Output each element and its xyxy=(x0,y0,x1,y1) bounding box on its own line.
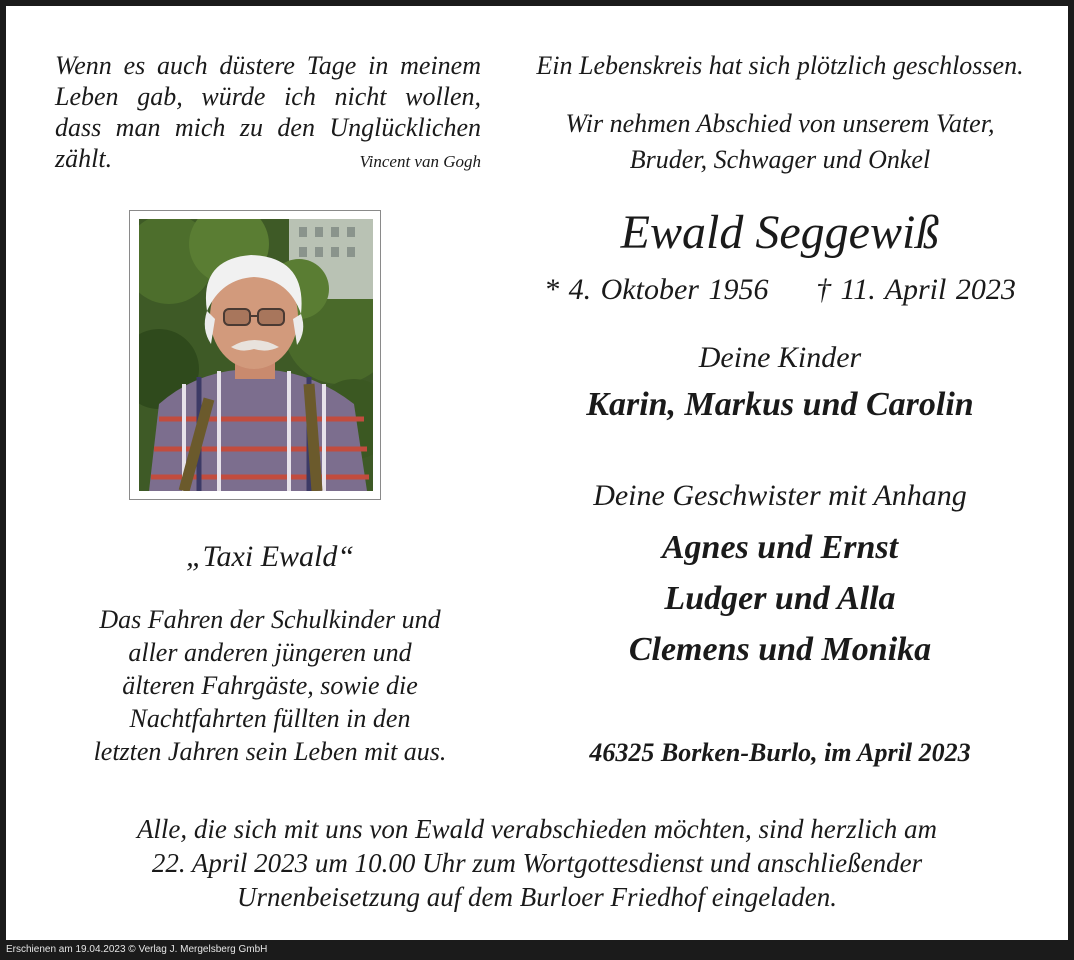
header-line: Bruder, Schwager und Onkel xyxy=(629,145,931,174)
quote-line: dass man mich zu den Unglücklichen xyxy=(55,113,481,142)
header-farewell xyxy=(520,106,1040,178)
invitation-line: Alle, die sich mit uns von Ewald verabschieden möchten, sind herzlich am xyxy=(136,814,938,844)
siblings-list xyxy=(520,522,1040,675)
header-line: Ein Lebenskreis hat sich plötzlich geschlossen. xyxy=(536,51,1024,80)
place-date: 46325 Borken-Burlo, im April 2023 xyxy=(589,738,971,767)
story-text xyxy=(50,603,490,768)
portrait-photo-frame xyxy=(129,210,381,500)
van-gogh-quote xyxy=(55,50,481,177)
publication-footer: Erschienen am 19.04.2023 © Verlag J. Mergelsberg GmbH xyxy=(0,940,1074,960)
deceased-name: Ewald Seggewiß xyxy=(620,206,940,259)
story-line: aller anderen jüngeren und xyxy=(128,638,412,667)
quote-line: zählt. xyxy=(55,144,113,173)
children-names: Karin, Markus und Carolin xyxy=(586,386,974,423)
invitation-line: 22. April 2023 um 10.00 Uhr zum Wortgottesdienst und anschließender xyxy=(151,848,923,878)
children-heading: Deine Kinder xyxy=(698,341,862,374)
quote-author: Vincent van Gogh xyxy=(359,152,481,171)
death-date: † 11. April 2023 xyxy=(815,273,1016,306)
quote-line: Wenn es auch düstere Tage in meinem xyxy=(55,51,481,80)
portrait-photo xyxy=(139,219,373,491)
funeral-invitation xyxy=(40,812,1034,914)
sibling-couple: Agnes und Ernst xyxy=(661,529,899,566)
story-line: letzten Jahren sein Leben mit aus. xyxy=(93,737,447,766)
invitation-line: Urnenbeisetzung auf dem Burloer Friedhof eingeladen. xyxy=(237,882,837,912)
story-line: Nachtfahrten füllten in den xyxy=(129,704,411,733)
nickname: „Taxi Ewald“ xyxy=(185,540,355,573)
sibling-couple: Clemens und Monika xyxy=(628,631,932,668)
birth-date: * 4. Oktober 1956 xyxy=(544,273,769,306)
quote-line: Leben gab, würde ich nicht wollen, xyxy=(55,82,481,111)
header-line: Wir nehmen Abschied von unserem Vater, xyxy=(565,109,995,138)
siblings-heading: Deine Geschwister mit Anhang xyxy=(593,479,967,512)
story-line: Das Fahren der Schulkinder und xyxy=(99,605,441,634)
sibling-couple: Ludger und Alla xyxy=(664,580,896,617)
story-line: älteren Fahrgäste, sowie die xyxy=(122,671,418,700)
life-dates xyxy=(520,271,1040,309)
